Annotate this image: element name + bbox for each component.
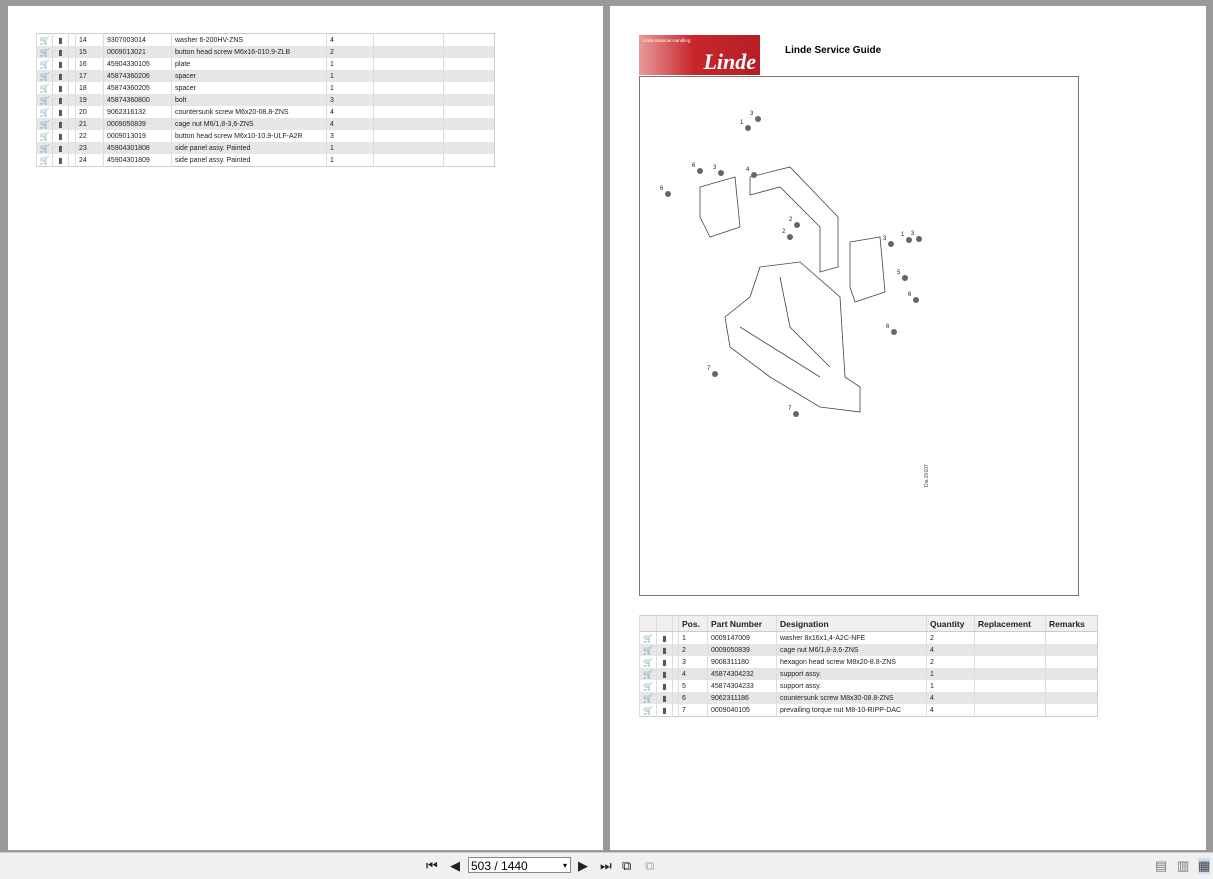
cell: 6 [679, 692, 708, 704]
column-header: Pos. [679, 616, 708, 632]
guide-title: Linde Service Guide [785, 45, 882, 56]
cell: 45874304232 [708, 668, 777, 680]
cell: 45904330105 [104, 58, 172, 70]
table-row [640, 692, 1098, 704]
clipboard-icon[interactable]: ▮ [657, 680, 673, 692]
cell: 45904301809 [104, 154, 172, 167]
column-header: Part Number [708, 616, 777, 632]
fastener-part [888, 241, 894, 247]
table-row [640, 656, 1098, 668]
cell: 14 [76, 34, 104, 47]
table-row [37, 130, 495, 142]
callout-label: 3 [883, 236, 887, 242]
callout-label: 3 [713, 165, 717, 171]
replacement-cell [374, 106, 444, 118]
fastener-part [712, 371, 718, 377]
replacement-cell [975, 656, 1046, 668]
cart-icon[interactable]: 🛒 [37, 154, 53, 167]
cell: 45874360206 [104, 70, 172, 82]
clipboard-icon[interactable]: ▮ [657, 692, 673, 704]
spacer-cell [69, 70, 76, 82]
cell: 9307003014 [104, 34, 172, 47]
cell: 0009147009 [708, 632, 777, 645]
cell: 16 [76, 58, 104, 70]
remarks-cell [444, 118, 495, 130]
cell: 0009040105 [708, 704, 777, 717]
cell: 1 [327, 58, 374, 70]
cell: 0009050839 [708, 644, 777, 656]
cell: 2 [927, 632, 975, 645]
callout-label: 2 [782, 229, 786, 235]
table-row [37, 70, 495, 82]
fastener-part [755, 116, 761, 122]
remarks-cell [1046, 692, 1098, 704]
clipboard-icon[interactable]: ▮ [657, 704, 673, 717]
cart-icon[interactable]: 🛒 [37, 94, 53, 106]
cell: 23 [76, 142, 104, 154]
spacer-cell [69, 46, 76, 58]
clipboard-icon[interactable]: ▮ [53, 94, 69, 106]
logo-subtitle: Linde Material Handling [643, 38, 691, 43]
fastener-part [665, 191, 671, 197]
remarks-cell [444, 58, 495, 70]
cell: 9062311186 [708, 692, 777, 704]
cell: 3 [327, 130, 374, 142]
clipboard-icon[interactable]: ▮ [53, 142, 69, 154]
cell: side panel assy. Painted [172, 154, 327, 167]
remarks-cell [444, 34, 495, 47]
spacer-cell [69, 94, 76, 106]
clipboard-icon[interactable]: ▮ [53, 82, 69, 94]
replacement-cell [374, 142, 444, 154]
clipboard-icon[interactable]: ▮ [53, 130, 69, 142]
cart-icon[interactable]: 🛒 [640, 668, 657, 680]
cell: button head screw M6x16-010.9-ZLB [172, 46, 327, 58]
fastener-part [787, 234, 793, 240]
next-page-icon[interactable]: ▶ [578, 858, 588, 873]
replacement-cell [374, 70, 444, 82]
replacement-cell [374, 118, 444, 130]
cell: 4 [927, 692, 975, 704]
cell: countersunk screw M8x30-08.8-ZNS [777, 692, 927, 704]
parts-table [639, 615, 1098, 717]
table-row [640, 644, 1098, 656]
cell: 22 [76, 130, 104, 142]
remarks-cell [1046, 680, 1098, 692]
replacement-cell [374, 58, 444, 70]
cart-icon[interactable]: 🛒 [640, 656, 657, 668]
column-header: Replacement [975, 616, 1046, 632]
remarks-cell [444, 154, 495, 167]
spacer-cell [69, 130, 76, 142]
single-page-view-icon[interactable]: ▤ [1155, 858, 1168, 873]
column-header: Designation [777, 616, 927, 632]
cell: support assy. [777, 680, 927, 692]
fastener-part [751, 172, 757, 178]
last-page-icon[interactable]: ⏭ [600, 858, 612, 873]
callout-label: 3 [911, 231, 915, 237]
cell: 2 [927, 656, 975, 668]
cell: 0009013019 [104, 130, 172, 142]
replacement-cell [374, 94, 444, 106]
table-row [37, 118, 495, 130]
two-page-view-icon[interactable]: ▦ [1198, 858, 1211, 873]
cell: 9062316132 [104, 106, 172, 118]
callout-label: 7 [788, 406, 792, 412]
clipboard-icon[interactable]: ▮ [53, 106, 69, 118]
replacement-cell [975, 704, 1046, 717]
cell: 3 [679, 656, 708, 668]
cart-icon[interactable]: 🛒 [37, 70, 53, 82]
cart-icon[interactable]: 🛒 [37, 58, 53, 70]
cell: 24 [76, 154, 104, 167]
cart-icon[interactable]: 🛒 [37, 46, 53, 58]
table-row [37, 82, 495, 94]
cell: 45874360205 [104, 82, 172, 94]
callout-label: 4 [746, 167, 750, 173]
cell: bolt [172, 94, 327, 106]
table-row [37, 154, 495, 167]
spacer-cell [69, 106, 76, 118]
cell: spacer [172, 82, 327, 94]
clipboard-icon[interactable]: ▮ [657, 644, 673, 656]
cell: 2 [327, 46, 374, 58]
table-row [37, 106, 495, 118]
callout-label: 6 [660, 186, 664, 192]
cell: cage nut M6/1,8-3,6-ZNS [172, 118, 327, 130]
cart-icon[interactable]: 🛒 [640, 632, 657, 645]
paste-page-icon[interactable]: ⧉ [645, 858, 655, 873]
remarks-cell [444, 94, 495, 106]
replacement-cell [975, 632, 1046, 645]
chevron-down-icon[interactable]: ▾ [562, 861, 567, 870]
cart-icon[interactable]: 🛒 [37, 106, 53, 118]
fastener-part [697, 168, 703, 174]
right-page [610, 6, 1206, 850]
cell: 20 [76, 106, 104, 118]
page-number: 503 / 1440 [471, 859, 528, 873]
fastener-part [718, 170, 724, 176]
page-selector[interactable] [468, 857, 571, 873]
cell: cage nut M6/1,8-3,6-ZNS [777, 644, 927, 656]
clipboard-icon[interactable]: ▮ [53, 70, 69, 82]
spacer-cell [69, 154, 76, 167]
cart-icon[interactable]: 🛒 [37, 118, 53, 130]
cell: 4 [327, 118, 374, 130]
fastener-part [745, 125, 751, 131]
callout-label: 7 [707, 366, 711, 372]
fastener-part [906, 237, 912, 243]
cell: hexagon head screw M8x20-8.8-ZNS [777, 656, 927, 668]
remarks-cell [444, 106, 495, 118]
replacement-cell [374, 154, 444, 167]
linde-logo [639, 35, 760, 75]
cell: 17 [76, 70, 104, 82]
cell: 45874360800 [104, 94, 172, 106]
cell: 4 [927, 644, 975, 656]
replacement-cell [975, 692, 1046, 704]
replacement-cell [975, 668, 1046, 680]
cell: 1 [679, 632, 708, 645]
callout-label: 2 [789, 217, 793, 223]
spacer-cell [69, 142, 76, 154]
cell: 45904301808 [104, 142, 172, 154]
spacer-cell [69, 58, 76, 70]
fastener-part [913, 297, 919, 303]
cart-icon[interactable]: 🛒 [37, 130, 53, 142]
cell: spacer [172, 70, 327, 82]
previous-page-icon[interactable]: ◀ [450, 858, 460, 873]
cell: plate [172, 58, 327, 70]
table-row [640, 680, 1098, 692]
cell: prevailing torque nut M8-10-RIPP-DAC [777, 704, 927, 717]
table-row [37, 58, 495, 70]
clipboard-icon[interactable]: ▮ [53, 46, 69, 58]
cell: 21 [76, 118, 104, 130]
cart-icon[interactable]: 🛒 [37, 142, 53, 154]
remarks-cell [444, 142, 495, 154]
cart-icon[interactable]: 🛒 [640, 692, 657, 704]
cell: 19 [76, 94, 104, 106]
cell: 1 [327, 154, 374, 167]
fastener-part [902, 275, 908, 281]
clipboard-icon[interactable]: ▮ [53, 58, 69, 70]
spacer-cell [69, 118, 76, 130]
cell: 1 [927, 680, 975, 692]
cell: 1 [327, 82, 374, 94]
remarks-cell [1046, 632, 1098, 645]
clipboard-icon[interactable]: ▮ [53, 154, 69, 167]
cell: 45874304233 [708, 680, 777, 692]
cell: 4 [327, 106, 374, 118]
cell: 7 [679, 704, 708, 717]
cell: 3 [327, 94, 374, 106]
cell: button head screw M6x10-10.9-ULF-A2R [172, 130, 327, 142]
clipboard-icon[interactable]: ▮ [53, 34, 69, 47]
clipboard-icon[interactable]: ▮ [657, 656, 673, 668]
fastener-part [916, 236, 922, 242]
replacement-cell [374, 130, 444, 142]
continuous-view-icon[interactable]: ▥ [1177, 858, 1190, 873]
spacer-cell [69, 34, 76, 47]
replacement-cell [975, 644, 1046, 656]
cell: 0009050839 [104, 118, 172, 130]
cell: 4 [679, 668, 708, 680]
cell: 15 [76, 46, 104, 58]
logo-brand: Linde [703, 49, 756, 74]
table-row [640, 668, 1098, 680]
callout-label: 6 [908, 292, 912, 298]
callout-label: 1 [901, 232, 905, 238]
remarks-cell [444, 46, 495, 58]
table-row [37, 94, 495, 106]
cell: support assy. [777, 668, 927, 680]
cart-icon[interactable]: 🛒 [37, 34, 53, 47]
exploded-diagram [639, 76, 1079, 596]
cell: countersunk screw M6x20-08.8-ZNS [172, 106, 327, 118]
clipboard-icon[interactable]: ▮ [53, 118, 69, 130]
table-row [640, 632, 1098, 645]
callout-label: 1 [740, 120, 744, 126]
cell: 5 [679, 680, 708, 692]
cell: 1 [327, 142, 374, 154]
replacement-cell [374, 34, 444, 47]
fastener-part [793, 411, 799, 417]
cell: 18 [76, 82, 104, 94]
remarks-cell [1046, 644, 1098, 656]
cell: 9008311180 [708, 656, 777, 668]
remarks-cell [1046, 704, 1098, 717]
remarks-cell [444, 70, 495, 82]
replacement-cell [374, 46, 444, 58]
replacement-cell [975, 680, 1046, 692]
cell: 1 [327, 70, 374, 82]
cell: side panel assy. Painted [172, 142, 327, 154]
fastener-part [794, 222, 800, 228]
spacer-cell [69, 82, 76, 94]
cell: 1 [927, 668, 975, 680]
table-row [37, 34, 495, 47]
parts-table-continued [36, 33, 495, 167]
first-page-icon[interactable]: ⏮ [426, 858, 438, 873]
cell: 2 [679, 644, 708, 656]
table-row [37, 142, 495, 154]
cell: washer 8x16x1,4-A2C-NFE [777, 632, 927, 645]
cell: 0009013021 [104, 46, 172, 58]
cart-icon[interactable]: 🛒 [640, 644, 657, 656]
column-header: Remarks [1046, 616, 1098, 632]
cell: washer 6-200HV-ZNS [172, 34, 327, 47]
diagram-id: Dia 20107 [924, 464, 930, 487]
left-page [8, 6, 603, 850]
table-row [37, 46, 495, 58]
clipboard-icon[interactable]: ▮ [657, 632, 673, 645]
callout-label: 6 [886, 324, 890, 330]
table-row [640, 704, 1098, 717]
fastener-part [891, 329, 897, 335]
cell: 4 [327, 34, 374, 47]
cart-icon[interactable]: 🛒 [37, 82, 53, 94]
column-header: Quantity [927, 616, 975, 632]
callout-label: 5 [897, 270, 901, 276]
cart-icon[interactable]: 🛒 [640, 704, 657, 717]
replacement-cell [374, 82, 444, 94]
cell: 4 [927, 704, 975, 717]
copy-page-icon[interactable]: ⧉ [622, 858, 632, 873]
callout-label: 6 [692, 163, 696, 169]
toolbar [0, 852, 1213, 879]
remarks-cell [444, 82, 495, 94]
remarks-cell [1046, 668, 1098, 680]
remarks-cell [444, 130, 495, 142]
callout-label: 3 [750, 111, 754, 117]
cart-icon[interactable]: 🛒 [640, 680, 657, 692]
remarks-cell [1046, 656, 1098, 668]
clipboard-icon[interactable]: ▮ [657, 668, 673, 680]
